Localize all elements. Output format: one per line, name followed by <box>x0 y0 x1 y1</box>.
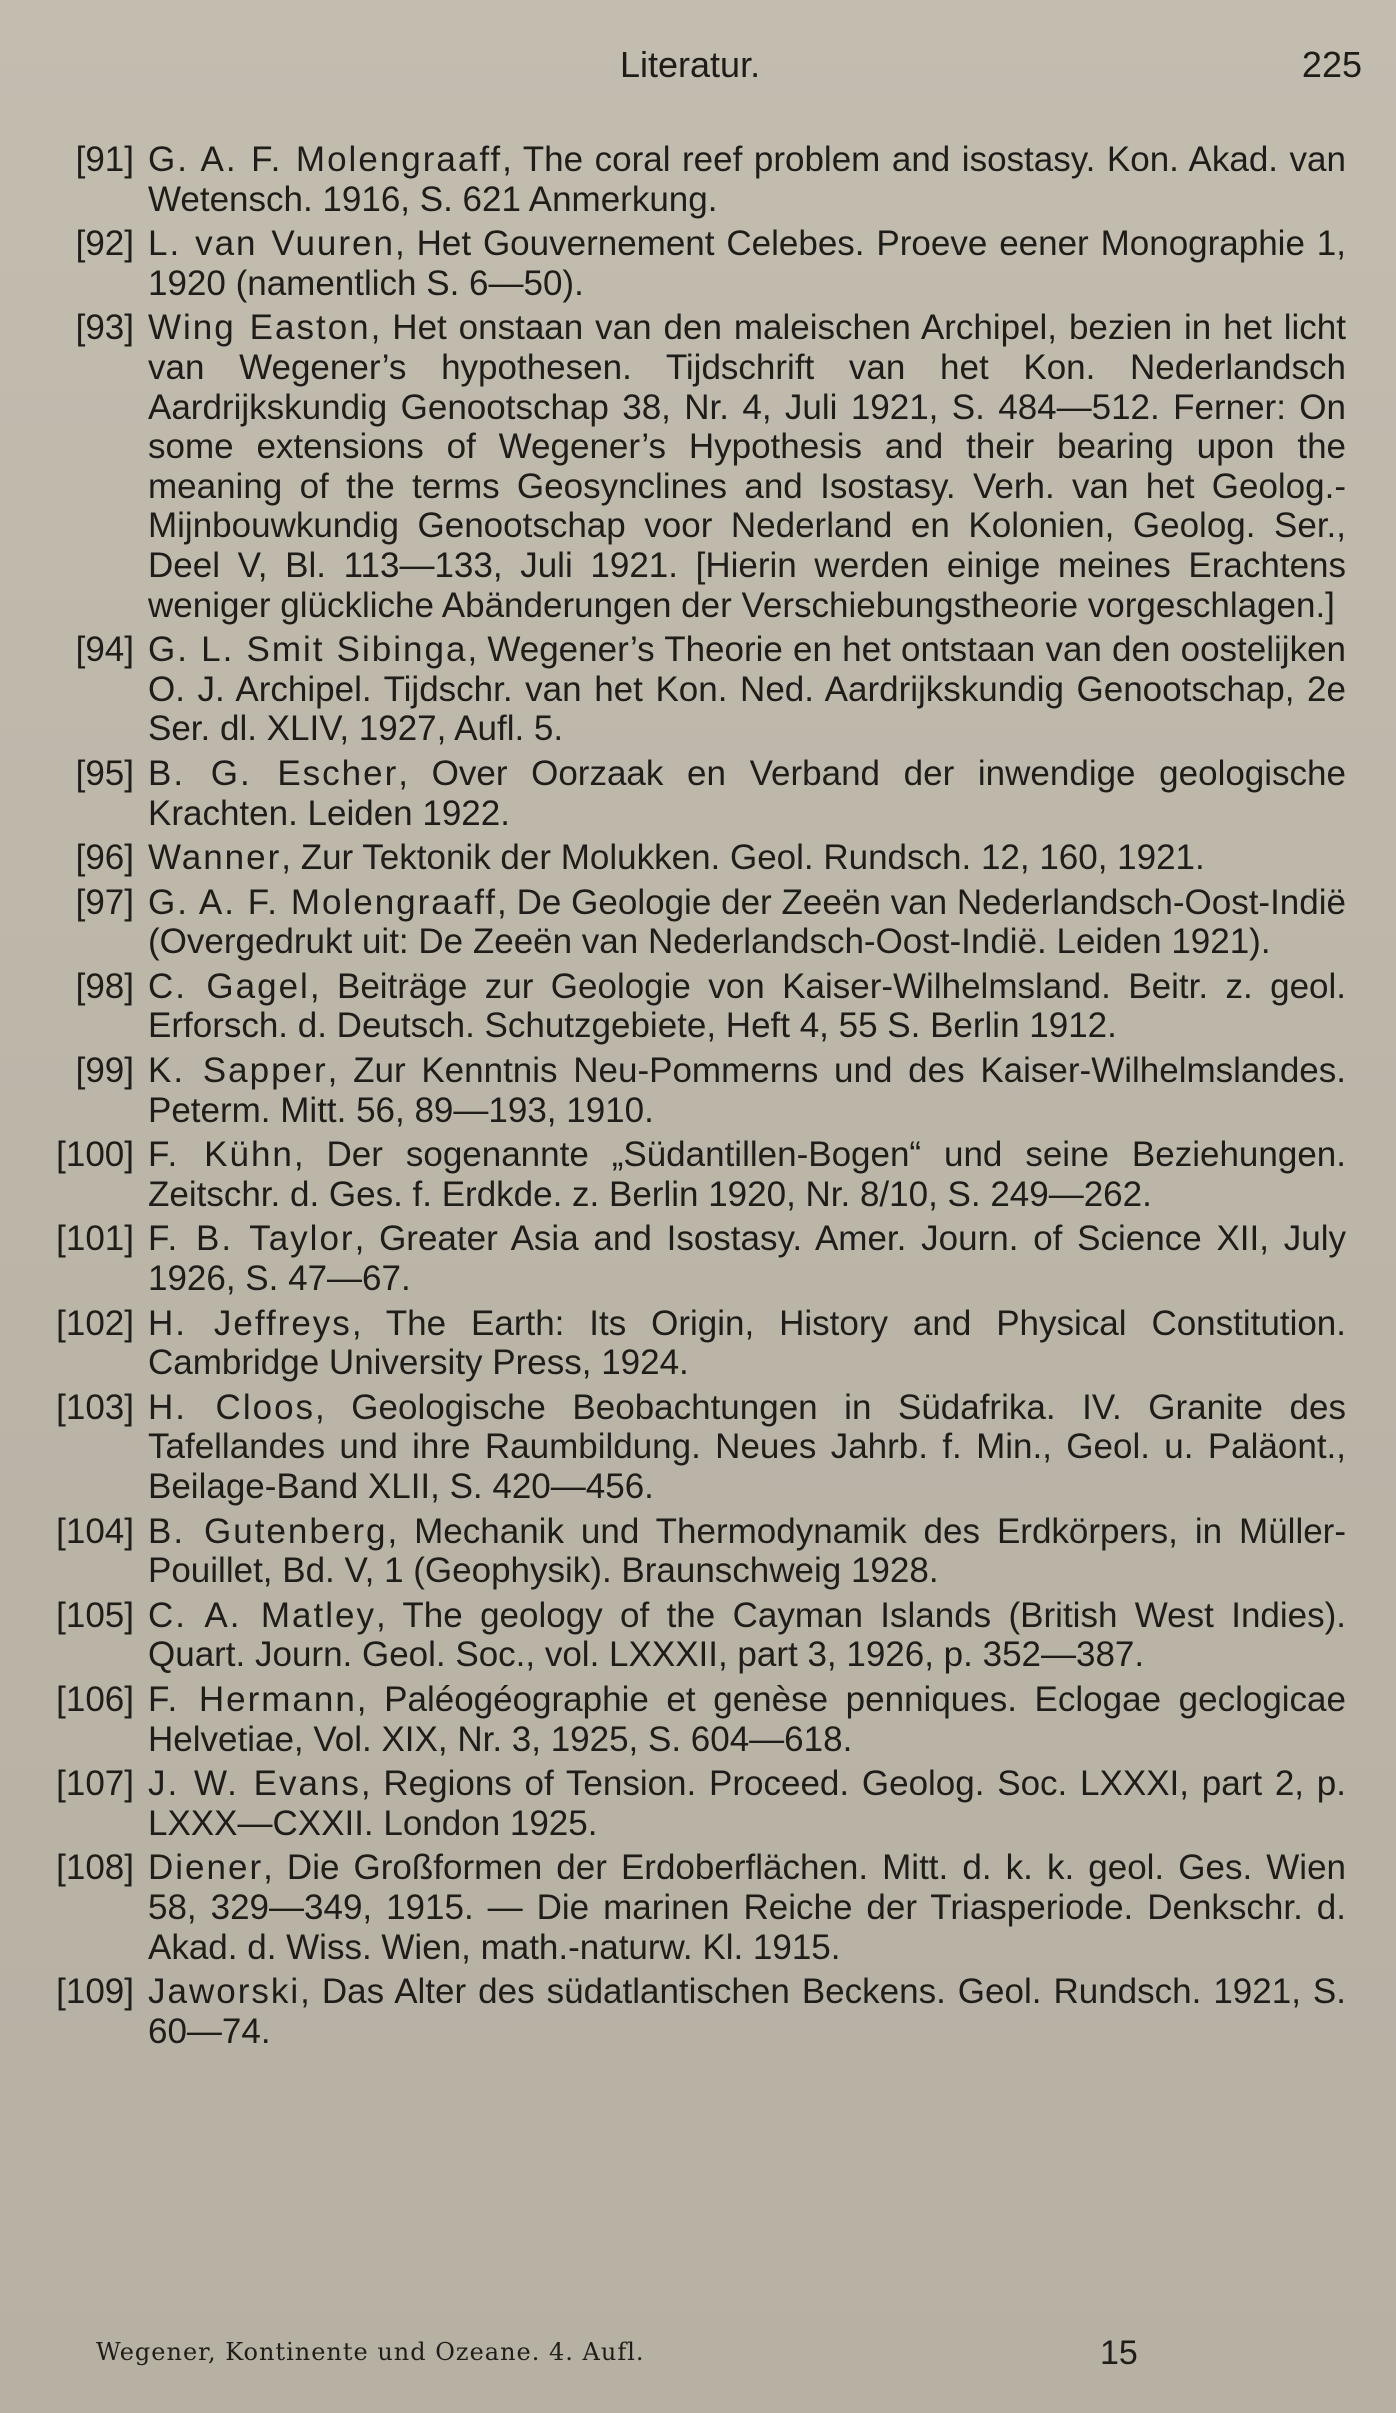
reference-number: [93] <box>75 308 134 348</box>
reference-text <box>148 1848 1360 1967</box>
reference-text <box>148 967 1360 1046</box>
reference-number: [106] <box>56 1679 134 1719</box>
reference-details: , Der sogenannte „Südantillen-Bogen“ und seine Beziehungen. Zeitschr. d. Ges. f. Erdkde. z. Berlin 1920, Nr. 8/10, S. 249—262. <box>148 1135 1346 1214</box>
reference-details: , Het Gouvernement Celebes. Proeve eener Monographie 1, 1920 (namentlich S. 6—50). <box>148 224 1346 303</box>
reference-text <box>148 1972 1360 2051</box>
reference-number: [97] <box>75 882 134 922</box>
reference-text <box>148 1512 1360 1591</box>
bibliography-entry <box>30 1680 1360 1759</box>
reference-author: H. Jeffreys <box>148 1303 352 1343</box>
bibliography-entry <box>30 1219 1360 1298</box>
reference-text <box>148 1680 1360 1759</box>
reference-number: [100] <box>56 1135 134 1175</box>
bibliography-entry <box>30 1388 1360 1507</box>
reference-author: L. van Vuuren <box>148 224 395 264</box>
reference-number: [91] <box>75 140 134 179</box>
reference-text <box>148 1051 1360 1130</box>
reference-details: , Greater Asia and Isostasy. Amer. Journ. of Science XII, July 1926, S. 47—67. <box>148 1219 1346 1299</box>
bibliography-entry <box>30 308 1360 625</box>
bibliography-entry <box>30 224 1360 303</box>
reference-author: Diener <box>148 1848 264 1888</box>
reference-details: , Das Alter des südatlantischen Beckens. Geol. Rundsch. 1921, S. 60—74. <box>148 1972 1346 2051</box>
reference-text <box>148 1596 1360 1675</box>
reference-text <box>148 1388 1360 1507</box>
reference-author: Wing Easton <box>148 308 371 348</box>
reference-details: , Het onstaan van den maleischen Archipel, bezien in het licht van Wegener’s hypothesen. Tijdschrift van het Kon. Nederlandsch Aardrijkskundig Genootschap 38, Nr. 4, Juli 1921, S. 484—512. Ferner: On some extensions of Wegener’s Hypothesis and their bearing upon the meaning of the terms Geosynclines and Isostasy. Verh. van het Geolog.-Mijnbouwkundig Genootschap voor Nederland en Kolonien, Geolog. Ser., Deel V, Bl. 113—133, Juli 1921. [Hierin werden einige meines Erachtens weniger glückliche Abänderungen der Verschiebungstheorie vorgeschlagen.] <box>148 308 1347 625</box>
bibliography-entry <box>30 1304 1360 1383</box>
reference-details: , Zur Kenntnis Neu-Pommerns und des Kaiser-Wilhelmslandes. Peterm. Mitt. 56, 89—193, 1910. <box>148 1051 1346 1130</box>
footer-book-title: Wegener, Kontinente und Ozeane. 4. Aufl. <box>96 2338 645 2366</box>
reference-text <box>148 883 1360 962</box>
reference-details: , Die Großformen der Erdoberflächen. Mitt. d. k. k. geol. Ges. Wien 58, 329—349, 1915. — Die marinen Reiche der Triasperiode. Denkschr. d. Akad. d. Wiss. Wien, math.-naturw. Kl. 1915. <box>148 1848 1346 1967</box>
reference-details: , The coral reef problem and isostasy. Kon. Akad. van Wetensch. 1916, S. 621 Anmerkung. <box>148 140 1346 219</box>
reference-author: B. G. Escher <box>148 753 399 793</box>
reference-details: , Zur Tektonik der Molukken. Geol. Rundsch. 12, 160, 1921. <box>281 838 1205 878</box>
bibliography-entry <box>30 1135 1360 1214</box>
reference-author: G. L. Smit Sibinga <box>148 630 468 670</box>
reference-text <box>148 308 1360 625</box>
reference-author: J. W. Evans <box>148 1764 361 1804</box>
reference-author: F. Kühn <box>148 1135 294 1175</box>
reference-text <box>148 1219 1360 1298</box>
reference-author: K. Sapper <box>148 1051 328 1091</box>
running-head-title: Literatur. <box>620 44 761 85</box>
reference-details: , De Geologie der Zeeën van Nederlandsch-Oost-Indië (Overgedrukt uit: De Zeeën van Nederlandsch-Oost-Indië. Leiden 1921). <box>148 882 1346 962</box>
bibliography-entry <box>30 967 1360 1046</box>
reference-number: [98] <box>75 966 134 1006</box>
reference-number: [94] <box>75 630 134 670</box>
reference-text <box>148 224 1360 303</box>
page-number: 225 <box>1301 44 1362 85</box>
reference-number: [103] <box>56 1387 134 1427</box>
reference-details: , Paléogéographie et genèse penniques. Eclogae geclogicae Helvetiae, Vol. XIX, Nr. 3, 1925, S. 604—618. <box>148 1679 1346 1759</box>
reference-number: [99] <box>75 1051 134 1091</box>
reference-number: [101] <box>56 1219 134 1259</box>
reference-text <box>148 754 1360 833</box>
bibliography-entry <box>30 1596 1360 1675</box>
reference-number: [105] <box>56 1595 134 1635</box>
reference-details: , The Earth: Its Origin, History and Physical Constitution. Cambridge University Press, 1924. <box>148 1303 1346 1383</box>
reference-author: G. A. F. Molengraaff <box>148 882 498 922</box>
reference-author: Wanner <box>148 838 282 878</box>
page-footer <box>0 2334 1396 2384</box>
bibliography-entry <box>30 140 1360 219</box>
reference-text <box>148 838 1360 878</box>
reference-author: F. B. Taylor <box>148 1219 355 1259</box>
reference-details: , The geology of the Cayman Islands (British West Indies). Quart. Journ. Geol. Soc., vol. LXXXII, part 3, 1926, p. 352—387. <box>148 1595 1347 1675</box>
reference-details: , Beiträge zur Geologie von Kaiser-Wilhelmsland. Beitr. z. geol. Erforsch. d. Deutsch. Schutzgebiete, Heft 4, 55 S. Berlin 1912. <box>148 966 1347 1046</box>
reference-details: , Geologische Beobachtungen in Südafrika. IV. Granite des Tafellandes und ihre Raumbildung. Neues Jahrb. f. Min., Geol. u. Paläont., Beilage-Band XLII, S. 420—456. <box>148 1387 1346 1506</box>
bibliography-entry <box>30 1764 1360 1843</box>
reference-author: Jaworski <box>148 1972 301 2012</box>
bibliography-list <box>30 140 1360 2056</box>
reference-text <box>148 630 1360 749</box>
bibliography-entry <box>30 883 1360 962</box>
reference-author: C. A. Matley <box>148 1595 376 1635</box>
reference-details: , Mechanik und Thermodynamik des Erdkörpers, in Müller-Pouillet, Bd. V, 1 (Geophysik). Braunschweig 1928. <box>148 1511 1346 1591</box>
reference-text <box>148 1304 1360 1383</box>
reference-details: , Over Oorzaak en Verband der inwendige geologische Krachten. Leiden 1922. <box>148 753 1346 833</box>
reference-text <box>148 1764 1360 1843</box>
running-head <box>0 44 1396 94</box>
reference-details: , Wegener’s Theorie en het ontstaan van den oostelijken O. J. Archipel. Tijdschr. van het Kon. Ned. Aardrijkskundig Genootschap, 2e Ser. dl. XLIV, 1927, Aufl. 5. <box>148 630 1346 749</box>
bibliography-entry <box>30 630 1360 749</box>
reference-author: C. Gagel <box>148 966 310 1006</box>
reference-author: G. A. F. Molengraaff <box>148 140 503 179</box>
reference-number: [102] <box>56 1303 134 1343</box>
bibliography-entry <box>30 1848 1360 1967</box>
reference-author: F. Hermann <box>148 1679 357 1719</box>
reference-number: [104] <box>56 1511 134 1551</box>
reference-text <box>148 1135 1360 1214</box>
bibliography-entry <box>30 838 1360 878</box>
reference-details: , Regions of Tension. Proceed. Geolog. Soc. LXXXI, part 2, p. LXXX—CXXII. London 1925. <box>148 1764 1346 1843</box>
reference-author: B. Gutenberg <box>148 1511 388 1551</box>
bibliography-entry <box>30 1051 1360 1130</box>
reference-number: [96] <box>75 838 134 878</box>
reference-author: H. Cloos <box>148 1387 316 1427</box>
reference-text <box>148 140 1360 219</box>
reference-number: [109] <box>56 1972 134 2012</box>
reference-number: [108] <box>56 1848 134 1888</box>
bibliography-entry <box>30 1972 1360 2051</box>
reference-number: [95] <box>75 753 134 793</box>
reference-number: [107] <box>56 1764 134 1804</box>
bibliography-entry <box>30 1512 1360 1591</box>
bibliography-entry <box>30 754 1360 833</box>
reference-number: [92] <box>75 224 134 264</box>
signature-mark: 15 <box>1100 2334 1138 2372</box>
